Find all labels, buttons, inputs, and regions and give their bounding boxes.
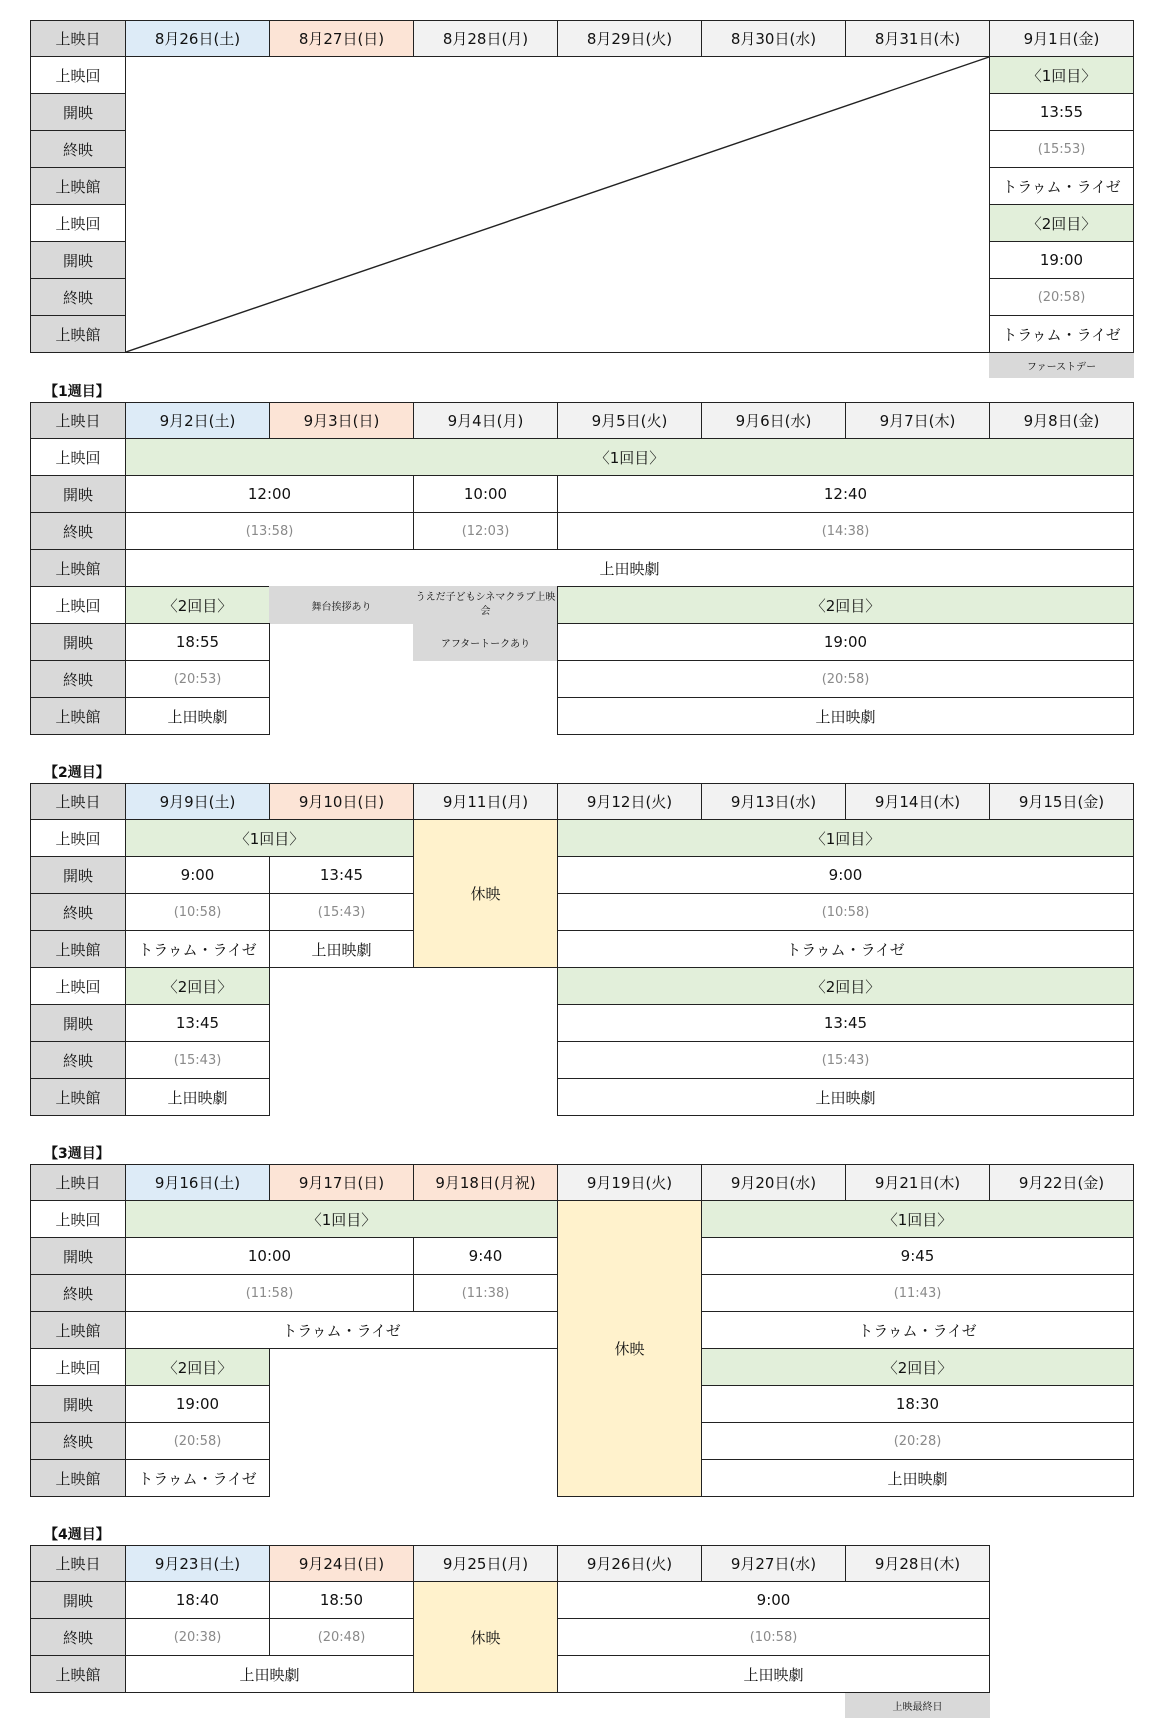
- week-title: 【2週目】: [44, 765, 110, 781]
- end-time: (15:43): [557, 1041, 1134, 1079]
- venue-name: トラゥム・ライゼ: [125, 1311, 558, 1349]
- row-label-venue: 上映館: [30, 930, 126, 968]
- date-header: 9月18日(月祝): [413, 1164, 558, 1201]
- venue-name: トラゥム・ライゼ: [989, 315, 1134, 353]
- row-label-venue: 上映館: [30, 1311, 126, 1349]
- date-header: 9月21日(木): [845, 1164, 990, 1201]
- row-label-day: 上映日: [30, 783, 126, 820]
- row-label-start: 開映: [30, 1581, 126, 1619]
- start-time: 18:30: [701, 1385, 1134, 1423]
- row-label-start: 開映: [30, 93, 126, 131]
- row-label-end: 終映: [30, 1422, 126, 1460]
- date-header: 8月28日(月): [413, 20, 558, 57]
- event-note: うえだ子どもシネマクラブ上映会: [413, 586, 558, 624]
- end-time: (13:58): [125, 512, 414, 550]
- row-label-venue: 上映館: [30, 315, 126, 353]
- date-header: 9月4日(月): [413, 402, 558, 439]
- row-label-session: 上映回: [30, 1200, 126, 1238]
- session-label: 〈1回目〉: [125, 438, 1134, 476]
- closed-day: 休映: [557, 1200, 702, 1497]
- date-header: 9月2日(土): [125, 402, 270, 439]
- row-label-start: 開映: [30, 623, 126, 661]
- venue-name: トラゥム・ライゼ: [701, 1311, 1134, 1349]
- row-label-session: 上映回: [30, 204, 126, 242]
- date-header: 9月11日(月): [413, 783, 558, 820]
- venue-name: トラゥム・ライゼ: [125, 1459, 270, 1497]
- start-time: 19:00: [557, 623, 1134, 661]
- venue-name: 上田映劇: [557, 1655, 990, 1693]
- date-header: 8月27日(日): [269, 20, 414, 57]
- row-label-end: 終映: [30, 1274, 126, 1312]
- session-label: 〈2回目〉: [989, 204, 1134, 242]
- end-time: (10:58): [125, 893, 270, 931]
- date-header: 8月30日(水): [701, 20, 846, 57]
- session-label: 〈2回目〉: [701, 1348, 1134, 1386]
- row-label-venue: 上映館: [30, 697, 126, 735]
- row-label-start: 開映: [30, 475, 126, 513]
- venue-name: トラゥム・ライゼ: [125, 930, 270, 968]
- final-day-note: 上映最終日: [845, 1693, 990, 1718]
- venue-name: 上田映劇: [701, 1459, 1134, 1497]
- start-time: 9:40: [413, 1237, 558, 1275]
- date-header: 9月16日(土): [125, 1164, 270, 1201]
- row-label-start: 開映: [30, 1004, 126, 1042]
- venue-name: 上田映劇: [125, 549, 1134, 587]
- venue-name: 上田映劇: [125, 1655, 414, 1693]
- start-time: 13:45: [557, 1004, 1134, 1042]
- row-label-day: 上映日: [30, 1545, 126, 1582]
- date-header: 9月20日(水): [701, 1164, 846, 1201]
- session-label: 〈2回目〉: [557, 967, 1134, 1005]
- event-note: アフタートークあり: [413, 623, 558, 661]
- session-label: 〈1回目〉: [125, 819, 414, 857]
- row-label-day: 上映日: [30, 402, 126, 439]
- row-label-end: 終映: [30, 1618, 126, 1656]
- date-header: 9月19日(火): [557, 1164, 702, 1201]
- session-label: 〈2回目〉: [557, 586, 1134, 624]
- start-time: 9:00: [125, 856, 270, 894]
- date-header: 9月17日(日): [269, 1164, 414, 1201]
- week-title: 【1週目】: [44, 384, 110, 400]
- venue-name: 上田映劇: [557, 1078, 1134, 1116]
- no-screening-area: [125, 56, 990, 353]
- week-title: 【4週目】: [44, 1527, 110, 1543]
- end-time: (15:53): [989, 130, 1134, 168]
- end-time: (11:58): [125, 1274, 414, 1312]
- end-time: (15:43): [125, 1041, 270, 1079]
- end-time: (20:58): [989, 278, 1134, 316]
- row-label-end: 終映: [30, 512, 126, 550]
- session-label: 〈2回目〉: [125, 967, 270, 1005]
- date-header: 9月1日(金): [989, 20, 1134, 57]
- session-label: 〈1回目〉: [557, 819, 1134, 857]
- row-label-start: 開映: [30, 856, 126, 894]
- row-label-end: 終映: [30, 893, 126, 931]
- date-header: 9月12日(火): [557, 783, 702, 820]
- start-time: 12:40: [557, 475, 1134, 513]
- end-time: (14:38): [557, 512, 1134, 550]
- row-label-session: 上映回: [30, 56, 126, 94]
- start-time: 19:00: [125, 1385, 270, 1423]
- date-header: 9月3日(日): [269, 402, 414, 439]
- session-label: 〈2回目〉: [125, 1348, 270, 1386]
- row-label-end: 終映: [30, 130, 126, 168]
- date-header: 9月6日(水): [701, 402, 846, 439]
- week-title: 【3週目】: [44, 1146, 110, 1162]
- start-time: 12:00: [125, 475, 414, 513]
- start-time: 13:55: [989, 93, 1134, 131]
- end-time: (20:58): [557, 660, 1134, 698]
- date-header: 9月24日(日): [269, 1545, 414, 1582]
- end-time: (20:28): [701, 1422, 1134, 1460]
- date-header: 9月26日(火): [557, 1545, 702, 1582]
- row-label-end: 終映: [30, 1041, 126, 1079]
- venue-name: 上田映劇: [269, 930, 414, 968]
- start-time: 18:50: [269, 1581, 414, 1619]
- start-time: 9:00: [557, 856, 1134, 894]
- closed-day: 休映: [413, 1581, 558, 1693]
- date-header: 9月15日(金): [989, 783, 1134, 820]
- row-label-end: 終映: [30, 278, 126, 316]
- row-label-venue: 上映館: [30, 1459, 126, 1497]
- end-time: (20:53): [125, 660, 270, 698]
- row-label-session: 上映回: [30, 438, 126, 476]
- venue-name: 上田映劇: [125, 697, 270, 735]
- date-header: 9月27日(水): [701, 1545, 846, 1582]
- date-header: 9月22日(金): [989, 1164, 1134, 1201]
- date-header: 9月25日(月): [413, 1545, 558, 1582]
- row-label-session: 上映回: [30, 1348, 126, 1386]
- row-label-venue: 上映館: [30, 167, 126, 205]
- row-label-session: 上映回: [30, 819, 126, 857]
- date-header: 9月8日(金): [989, 402, 1134, 439]
- date-header: 9月28日(木): [845, 1545, 990, 1582]
- row-label-venue: 上映館: [30, 1078, 126, 1116]
- venue-name: トラゥム・ライゼ: [557, 930, 1134, 968]
- end-time: (20:48): [269, 1618, 414, 1656]
- end-time: (20:38): [125, 1618, 270, 1656]
- end-time: (20:58): [125, 1422, 270, 1460]
- date-header: 8月29日(火): [557, 20, 702, 57]
- start-time: 18:55: [125, 623, 270, 661]
- date-header: 9月14日(木): [845, 783, 990, 820]
- end-time: (12:03): [413, 512, 558, 550]
- date-header: 9月5日(火): [557, 402, 702, 439]
- row-label-venue: 上映館: [30, 1655, 126, 1693]
- venue-name: 上田映劇: [125, 1078, 270, 1116]
- start-time: 9:45: [701, 1237, 1134, 1275]
- date-header: 8月31日(木): [845, 20, 990, 57]
- date-header: 9月10日(日): [269, 783, 414, 820]
- date-header: 9月9日(土): [125, 783, 270, 820]
- end-time: (11:38): [413, 1274, 558, 1312]
- event-note: 舞台挨拶あり: [269, 586, 414, 624]
- start-time: 13:45: [269, 856, 414, 894]
- start-time: 18:40: [125, 1581, 270, 1619]
- row-label-start: 開映: [30, 241, 126, 279]
- session-label: 〈1回目〉: [989, 56, 1134, 94]
- session-label: 〈2回目〉: [125, 586, 270, 624]
- first-day-note: ファーストデー: [989, 353, 1134, 378]
- closed-day: 休映: [413, 819, 558, 968]
- end-time: (10:58): [557, 1618, 990, 1656]
- row-label-session: 上映回: [30, 967, 126, 1005]
- end-time: (15:43): [269, 893, 414, 931]
- end-time: (10:58): [557, 893, 1134, 931]
- start-time: 10:00: [125, 1237, 414, 1275]
- row-label-day: 上映日: [30, 20, 126, 57]
- row-label-start: 開映: [30, 1385, 126, 1423]
- end-time: (11:43): [701, 1274, 1134, 1312]
- start-time: 10:00: [413, 475, 558, 513]
- session-label: 〈1回目〉: [701, 1200, 1134, 1238]
- date-header: 9月13日(水): [701, 783, 846, 820]
- date-header: 8月26日(土): [125, 20, 270, 57]
- row-label-start: 開映: [30, 1237, 126, 1275]
- venue-name: 上田映劇: [557, 697, 1134, 735]
- session-label: 〈1回目〉: [125, 1200, 558, 1238]
- row-label-day: 上映日: [30, 1164, 126, 1201]
- date-header: 9月23日(土): [125, 1545, 270, 1582]
- row-label-end: 終映: [30, 660, 126, 698]
- start-time: 19:00: [989, 241, 1134, 279]
- date-header: 9月7日(木): [845, 402, 990, 439]
- row-label-session: 上映回: [30, 586, 126, 624]
- row-label-venue: 上映館: [30, 549, 126, 587]
- start-time: 13:45: [125, 1004, 270, 1042]
- start-time: 9:00: [557, 1581, 990, 1619]
- venue-name: トラゥム・ライゼ: [989, 167, 1134, 205]
